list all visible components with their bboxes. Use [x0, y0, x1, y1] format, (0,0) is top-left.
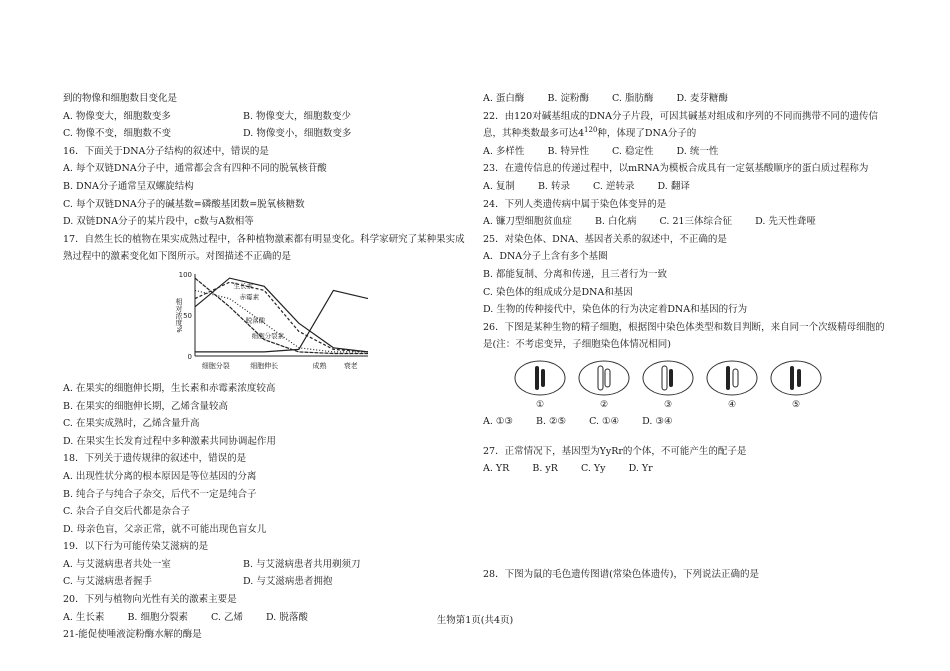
- q27-option-c: C. Yy: [580, 463, 606, 475]
- q23-option-b: B. 转录: [537, 180, 570, 192]
- cell-1-drawing: [513, 358, 567, 398]
- q24-option-d: D. 先天性聋哑: [755, 216, 816, 228]
- q18-option-b: B. 纯合子与纯合子杂交，后代不一定是纯合子: [63, 488, 257, 500]
- cell-label-5: ⑤: [791, 399, 801, 410]
- series-label-4: 细胞分裂素: [251, 331, 285, 340]
- q19-option-b: B. 与艾滋病患者共用剃须刀: [243, 558, 361, 570]
- q15-options-row-1: [63, 108, 473, 126]
- q25-option-c: C. 染色体的组成成分是DNA和基因: [483, 286, 633, 298]
- series-line-1: [195, 278, 368, 352]
- q24-option-a: A. 镰刀型细胞贫血症: [483, 216, 572, 228]
- q17-option-c: C. 在果实成熟时，乙烯含量升高: [63, 418, 200, 430]
- y-tick-label: 0: [187, 352, 192, 361]
- q22-option-d: D. 统一性: [676, 145, 719, 157]
- q19-option-a: A. 与艾滋病患者共处一室: [63, 558, 171, 570]
- q24-options: [483, 213, 893, 231]
- q27-option-b: B. yR: [532, 463, 558, 475]
- cell-label-3: ③: [663, 399, 673, 410]
- q23-option-d: D. 翻译: [657, 180, 690, 192]
- q22-option-b: B. 特异性: [547, 145, 589, 157]
- q22-exponent: 120: [584, 126, 598, 135]
- q18-option-d: D. 母亲色盲，父亲正常，就不可能出现色盲女儿: [63, 523, 267, 535]
- cell-figure-3: [641, 358, 695, 411]
- q19-option-c: C. 与艾滋病患者握手: [63, 576, 152, 588]
- q26-option-a: A. ①③: [483, 415, 513, 427]
- q15-options-row-2: [63, 125, 473, 143]
- cell-figure-1: [513, 358, 567, 411]
- q24-option-c: C. 21三体综合征: [659, 216, 733, 228]
- q26-stem: 26．下图是某种生物的精子细胞，根据图中染色体类型和数目判断，来自同一个次级精母细胞的是(注：不考虑变异，子细胞染色体情况相同): [483, 321, 885, 351]
- q15-option-a: A. 物像变大，细胞数变多: [63, 110, 171, 122]
- cell-5-drawing: [769, 358, 823, 398]
- cell-figure-2: [577, 358, 631, 411]
- q21-option-c: C. 脂肪酶: [612, 93, 654, 104]
- q20-option-b: B. 细胞分裂素: [127, 611, 188, 623]
- q21-stem: 21-能促使唾液淀粉酶水解的酶是: [63, 629, 202, 641]
- q19-options-row-2: [63, 573, 473, 591]
- q16-option-d: D. 双链DNA分子的某片段中，c数与A数相等: [63, 216, 254, 228]
- series-line-4: [195, 278, 368, 353]
- q20-option-a: A. 生长素: [63, 611, 105, 623]
- cell-4-drawing: [705, 358, 759, 398]
- q26-options: [483, 413, 893, 431]
- q28-stem: 28．下图为鼠的毛色遗传图谱(常染色体遗传)，下列说法正确的是: [483, 569, 760, 580]
- q22-options: [483, 143, 893, 161]
- q17-option-d: D. 在果实生长发育过程中多种激素共同协调起作用: [63, 435, 276, 447]
- hormone-chart: [173, 268, 373, 378]
- cell-3-drawing: [641, 358, 695, 398]
- q22-option-a: A. 多样性: [483, 145, 525, 157]
- q15-continuation: 到的物像和细胞数目变化是: [63, 93, 178, 104]
- q20-option-c: C. 乙烯: [211, 611, 243, 623]
- stage-label-1: 细胞分裂: [201, 361, 230, 370]
- q25-option-a: A．DNA分子上含有多个基圈: [483, 251, 608, 263]
- q16-option-b: B. DNA分子通常呈双螺旋结构: [63, 180, 194, 192]
- series-label-3: 脱落酸: [245, 316, 266, 325]
- q26-option-d: D. ③④: [642, 415, 673, 427]
- q22-stem-a: 22．由120对碱基组成的DNA分子片段，可因其碱基对组成和序列的不同而携带不同的遗传信息，其种类数最多可达4: [483, 110, 879, 140]
- q18-option-a: A. 出现性状分离的根本原因是等位基因的分离: [63, 470, 257, 482]
- spacer: [483, 431, 893, 443]
- q24-option-b: B. 白化病: [594, 216, 637, 228]
- q24-stem: 24．下列人类遗传病中属于染色体变异的是: [483, 198, 667, 210]
- sperm-cell-figures: [513, 358, 893, 411]
- q20-option-d: D. 脱落酸: [266, 611, 308, 623]
- series-label-2: 赤霉素: [239, 293, 260, 302]
- hormone-chart-svg: [173, 268, 373, 378]
- y-tick-label: 50: [183, 311, 192, 320]
- q21-option-d: D. 麦芽糖酶: [676, 93, 728, 104]
- q27-stem: 27．正常情况下，基因型为YyRr的个体，不可能产生的配子是: [483, 445, 747, 457]
- page-footer: 生物第1页(共4页): [436, 615, 514, 626]
- q15-option-c: C. 物像不变，细胞数不变: [63, 128, 171, 140]
- q15-option-d: D. 物像变小，细胞数变多: [243, 128, 352, 140]
- q27-option-d: D. Yr: [628, 463, 653, 475]
- q17-stem: 17．自然生长的植物在果实成熟过程中，各种植物激素都有明显变化。科学家研究了某种果实成熟过程中的激素变化如下图所示。对图描述不正确的是: [63, 233, 465, 263]
- right-column: [483, 90, 893, 580]
- q26-option-b: B. ②⑤: [535, 415, 567, 427]
- q25-stem: 25．对染色体、DNA、基因者关系的叙述中，不正确的是: [483, 233, 727, 245]
- q22-stem-b: 种，体现了DNA分子的: [597, 128, 697, 140]
- q19-option-d: D. 与艾滋病患者拥抱: [243, 576, 333, 588]
- q23-options: [483, 178, 893, 196]
- stage-label-3: 成熟: [312, 361, 327, 370]
- q16-option-c: C. 每个双链DNA分子的碱基数=磷酸基团数=脱氧核糖数: [63, 198, 305, 210]
- q27-option-a: A. YR: [483, 463, 510, 475]
- q21-options: [483, 90, 893, 108]
- left-column: [63, 90, 473, 644]
- series-label-1: 生长素: [233, 282, 254, 291]
- cell-label-2: ②: [599, 399, 609, 410]
- q21-option-a: A. 蛋白酶: [483, 93, 525, 104]
- q19-options-row-1: [63, 556, 473, 574]
- q16-stem: 16．下面关于DNA分子结构的叙述中，错误的是: [63, 145, 269, 157]
- q21-option-b: B. 淀粉酶: [547, 93, 589, 104]
- q25-option-b: B. 都能复制、分离和传递，且三者行为一致: [483, 268, 668, 280]
- q23-stem: 23．在遗传信息的传递过程中，以mRNA为模板合成具有一定氨基酸顺序的蛋白质过程称为: [483, 163, 869, 175]
- q17-option-b: B. 在果实的细胞伸长期，乙烯含量较高: [63, 400, 229, 412]
- q27-options: [483, 460, 893, 478]
- q23-option-c: C. 逆转录: [593, 180, 635, 192]
- q17-option-a: A. 在果实的细胞伸长期，生长素和赤霉素浓度较高: [63, 382, 276, 394]
- q20-stem: 20．下列与植物向光性有关的激素主要是: [63, 594, 237, 606]
- q22-stem: [483, 108, 893, 143]
- q23-option-a: A. 复制: [483, 180, 515, 192]
- q18-option-c: C. 杂合子自交后代都是杂合子: [63, 506, 190, 518]
- q15-option-b: B. 物像变大，细胞数变少: [243, 110, 352, 122]
- y-tick-label: 100: [178, 270, 192, 279]
- cell-label-1: ①: [535, 399, 545, 410]
- y-axis-label: 相对浓度%: [175, 297, 183, 333]
- cell-figure-5: [769, 358, 823, 411]
- q18-stem: 18．下列关于遗传规律的叙述中，错误的是: [63, 453, 247, 465]
- stage-label-4: 衰老: [343, 361, 358, 370]
- stage-label-2: 细胞伸长: [250, 361, 279, 370]
- q19-stem: 19．以下行为可能传染艾滋病的是: [63, 541, 209, 553]
- cell-figure-4: [705, 358, 759, 411]
- q16-option-a: A. 每个双链DNA分子中，通常都会含有四种不同的脱氧核苷酸: [63, 163, 327, 175]
- q26-option-c: C. ①④: [589, 415, 620, 427]
- q22-option-c: C. 稳定性: [612, 145, 654, 157]
- cell-label-4: ④: [727, 399, 737, 410]
- q25-option-d: D. 生物的传种接代中，染色体的行为决定着DNA和基因的行为: [483, 304, 748, 316]
- cell-2-drawing: [577, 358, 631, 398]
